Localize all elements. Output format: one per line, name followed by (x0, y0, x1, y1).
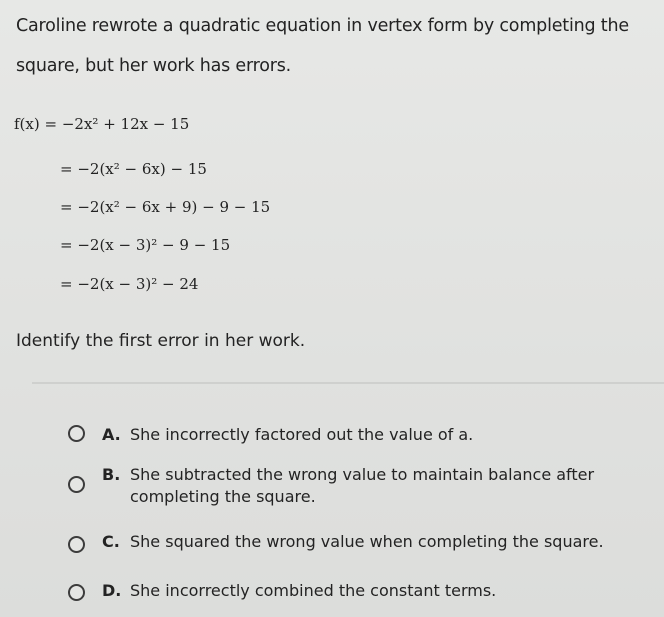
radio-button-a[interactable] (68, 425, 85, 442)
work-lhs: f(x) (14, 115, 40, 133)
option-a[interactable] (68, 424, 648, 448)
option-d-text: She incorrectly combined the constant terms. (130, 581, 497, 600)
option-c-letter: C. (102, 532, 120, 551)
prompt-text: Identify the first error in her work. (16, 331, 306, 351)
option-c-text: She squared the wrong value when completing the square. (130, 532, 604, 551)
question-line-2: square, but her work has errors. (16, 56, 292, 76)
option-a-letter: A. (102, 425, 121, 444)
question-text (16, 6, 656, 86)
option-b-letter: B. (102, 465, 121, 484)
work-line-3: = −2(x² − 6x + 9) − 9 − 15 (60, 198, 271, 216)
work-line-5: = −2(x − 3)² − 24 (60, 275, 199, 293)
option-a-text: She incorrectly factored out the value of a. (130, 425, 474, 444)
divider (32, 382, 664, 384)
option-d[interactable] (68, 580, 648, 604)
radio-button-b[interactable] (68, 476, 85, 493)
work-line-4: = −2(x − 3)² − 9 − 15 (60, 236, 231, 254)
question-line-1: Caroline rewrote a quadratic equation in vertex form by completing the (16, 16, 629, 36)
radio-button-d[interactable] (68, 584, 85, 601)
option-b-text: She subtracted the wrong value to maintain balance after completing the square. (130, 465, 595, 506)
option-c[interactable] (68, 531, 648, 555)
work-line-2: = −2(x² − 6x) − 15 (60, 160, 207, 178)
option-b[interactable] (68, 464, 648, 510)
radio-button-c[interactable] (68, 536, 85, 553)
option-d-letter: D. (102, 581, 122, 600)
work-line-1 (14, 114, 189, 134)
work-line-1-rhs: = −2x² + 12x − 15 (44, 115, 190, 133)
